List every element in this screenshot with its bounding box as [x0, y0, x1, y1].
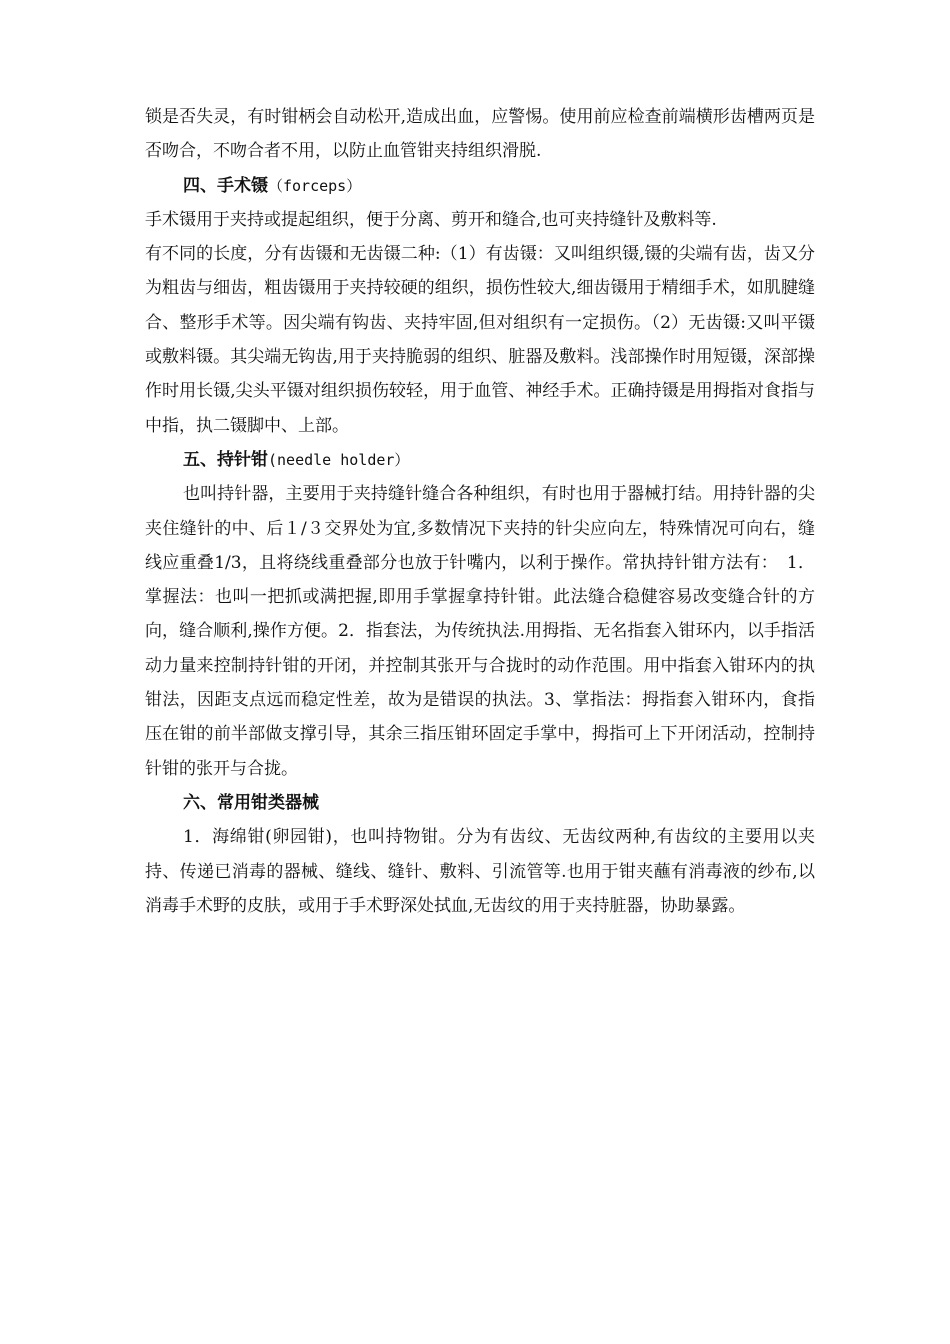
paragraph-needle-holder: 也叫持针器，主要用于夹持缝针缝合各种组织，有时也用于器械打结。用持针器的尖夹住缝针的中、后１/３交界处为宜,多数情况下夹持的针尖应向左，特殊情况可向右，缝线应重叠1/3，且将绕线重叠部分也放于针嘴内，以利于操作。常执持针钳方法有： 1．掌握法：也叫一把抓或满把握,即用手掌握拿持针钳。此法缝合稳健容易改变缝合针的方向，缝合顺利,操作方便。2．指套法，为传统执法.用拇指、无名指套入钳环内，以手指活动力量来控制持针钳的开闭，并控制其张开与合拢时的动作范围。用中指套入钳环内的执钳法，因距支点远而稳定性差，故为是错误的执法。3、掌指法：拇指套入钳环内，食指压在钳的前半部做支撑引导，其余三指压钳环固定手掌中，拇指可上下开闭活动，控制持针钳的张开与合拢。	[145, 484, 815, 779]
heading-needle-holder-latin: (needle holder）	[268, 450, 410, 469]
heading-clamp-instruments-title: 六、常用钳类器械	[183, 792, 319, 813]
document-body	[145, 100, 815, 923]
heading-forceps-latin: （forceps）	[268, 176, 362, 195]
heading-needle-holder	[145, 443, 815, 477]
heading-clamp-instruments	[145, 786, 815, 820]
paragraph-forceps-usage: 手术镊用于夹持或提起组织，便于分离、剪开和缝合,也可夹持缝针及敷料等.	[145, 209, 717, 230]
heading-forceps-title: 四、手术镊	[183, 175, 268, 196]
heading-needle-holder-title: 五、持针钳	[183, 449, 268, 470]
paragraph-sponge-forceps: 1．海绵钳(卵园钳)，也叫持物钳。分为有齿纹、无齿纹两种,有齿纹的主要用以夹持、传递已消毒的器械、缝线、缝针、敷料、引流管等.也用于钳夹蘸有消毒液的纱布,以消毒手术野的皮肤，或用于手术野深处拭血,无齿纹的用于夹持脏器，协助暴露。	[145, 827, 815, 916]
paragraph-forceps-types: 有不同的长度，分有齿镊和无齿镊二种:（1）有齿镊：又叫组织镊,镊的尖端有齿，齿又分为粗齿与细齿，粗齿镊用于夹持较硬的组织，损伤性较大,细齿镊用于精细手术，如肌腱缝合、整形手术等。因尖端有钩齿、夹持牢固,但对组织有一定损伤。（2）无齿镊:又叫平镊或敷料镊。其尖端无钩齿,用于夹持脆弱的组织、脏器及敷料。浅部操作时用短镊，深部操作时用长镊,尖头平镊对组织损伤较轻，用于血管、神经手术。正确持镊是用拇指对食指与中指，执二镊脚中、上部。	[145, 244, 815, 436]
heading-forceps	[145, 169, 815, 203]
paragraph-intro: 锁是否失灵，有时钳柄会自动松开,造成出血，应警惕。使用前应检查前端横形齿槽两页是否吻合，不吻合者不用，以防止血管钳夹持组织滑脱.	[145, 107, 815, 162]
